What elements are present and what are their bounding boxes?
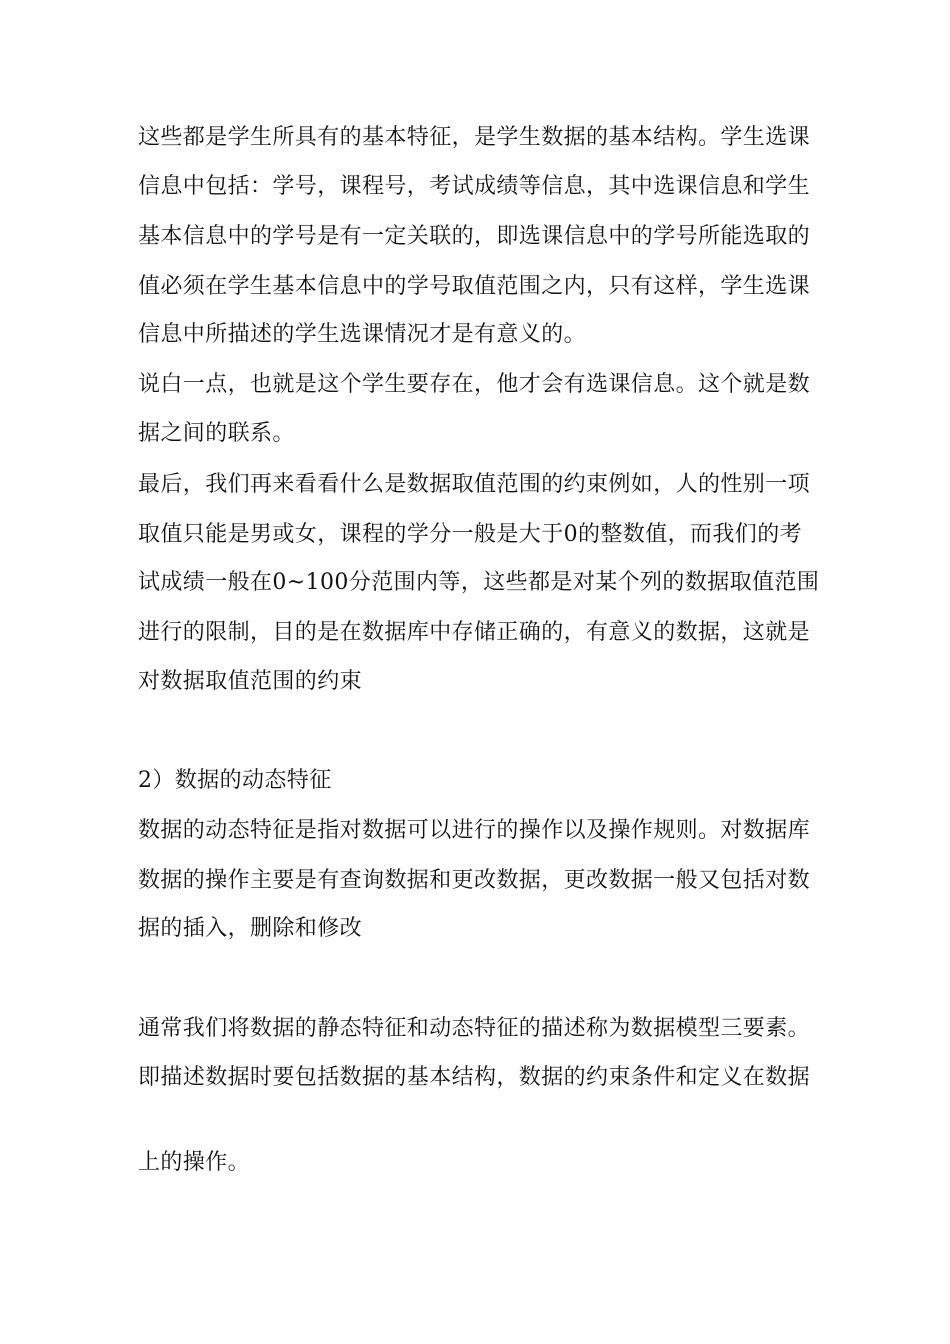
text-line: 最后，我们再来看看什么是数据取值范围的约束例如，人的性别一项 bbox=[138, 472, 811, 497]
text-line: 信息中所描述的学生选课情况才是有意义的。 bbox=[138, 322, 587, 347]
text-line: 取值只能是男或女，课程的学分一般是大于0的整数值，而我们的考 bbox=[138, 522, 802, 547]
text-line: 这些都是学生所具有的基本特征，是学生数据的基本结构。学生选课 bbox=[138, 125, 811, 150]
text-line: 上的操作。 bbox=[138, 1150, 251, 1175]
text-line: 即描述数据时要包括数据的基本结构，数据的约束条件和定义在数据 bbox=[138, 1065, 811, 1090]
text-line: 信息中包括：学号，课程号，考试成绩等信息，其中选课信息和学生 bbox=[138, 174, 811, 199]
text-line: 进行的限制，目的是在数据库中存储正确的，有意义的数据，这就是 bbox=[138, 620, 811, 645]
section-heading: 2）数据的动态特征 bbox=[138, 768, 332, 793]
text-line: 据的插入，删除和修改 bbox=[138, 916, 363, 941]
text-line: 数据的操作主要是有查询数据和更改数据，更改数据一般又包括对数 bbox=[138, 868, 811, 893]
text-line: 值必须在学生基本信息中的学号取值范围之内，只有这样，学生选课 bbox=[138, 274, 811, 299]
text-line: 数据的动态特征是指对数据可以进行的操作以及操作规则。对数据库 bbox=[138, 818, 811, 843]
text-line: 试成绩一般在0~100分范围内等，这些都是对某个列的数据取值范围 bbox=[138, 570, 820, 595]
text-line: 基本信息中的学号是有一定关联的，即选课信息中的学号所能选取的 bbox=[138, 224, 811, 249]
text-line: 据之间的联系。 bbox=[138, 421, 295, 446]
text-line: 说白一点，也就是这个学生要存在，他才会有选课信息。这个就是数 bbox=[138, 372, 811, 397]
text-line: 对数据取值范围的约束 bbox=[138, 669, 363, 694]
text-line: 通常我们将数据的静态特征和动态特征的描述称为数据模型三要素。 bbox=[138, 1016, 811, 1041]
